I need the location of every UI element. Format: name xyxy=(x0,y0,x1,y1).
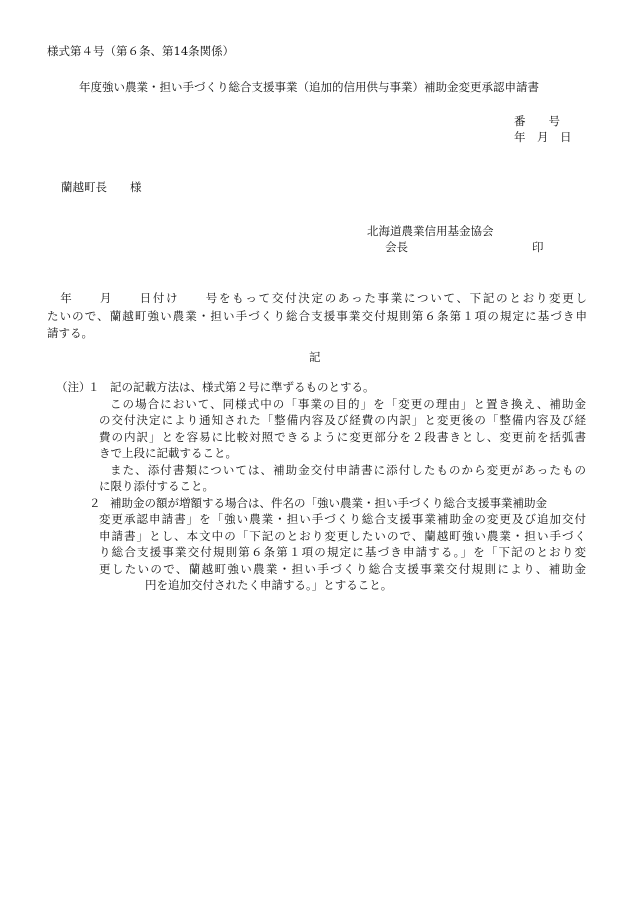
note-line: 変更承認申請書」を「強い農業・担い手づくり総合支援事業補助金の変更及び追加交付 xyxy=(99,512,586,526)
note-line: り総合支援事業交付規則第６条第１項の規定に基づき申請する。」を「下記のとおり変 xyxy=(99,545,586,559)
body-line: たいので、蘭越町強い農業・担い手づくり総合支援事業交付規則第６条第１項の規定に基づき申 xyxy=(47,308,587,323)
note-line: 円を追加交付されたく申請する。」とすること。 xyxy=(99,578,393,592)
applicant-title: 会長 xyxy=(385,240,408,254)
reference-number-label: 番 号 xyxy=(514,114,560,128)
note-line: 補助金の額が増額する場合は、件名の「強い農業・担い手づくり総合支援事業補助金 xyxy=(110,495,547,510)
note-row xyxy=(56,495,586,512)
notes-section xyxy=(56,379,586,594)
note-line: に限り添付すること。 xyxy=(99,479,214,493)
applicant-organization: 北海道農業信用基金協会 xyxy=(367,224,494,238)
date-label: 年 月 日 xyxy=(514,130,572,144)
note-row xyxy=(56,379,586,396)
note-line: 申請書」とし、本文中の「下記のとおり変更したいので、蘭越町強い農業・担い手づく xyxy=(99,528,586,543)
note-line: の交付決定により通知された「整備内容及び経費の内訳」と変更後の「整備内容及び経 xyxy=(99,413,586,427)
note-line: また、添付書類については、補助金交付申請書に添付したものから変更があったもの xyxy=(110,462,586,477)
addressee: 蘭越町長 様 xyxy=(61,180,142,194)
body-paragraph xyxy=(47,290,587,343)
body-line: 年 月 日付け 号をもって交付決定のあった事業について、下記のとおり変更し xyxy=(47,291,587,305)
document-title: 年度強い農業・担い手づくり総合支援事業（追加的信用供与事業）補助金変更承認申請書 xyxy=(79,80,539,94)
note-line: 費の内訳」とを容易に比較対照できるように変更部分を２段書きとし、変更前を括弧書 xyxy=(99,429,586,444)
seal-mark: 印 xyxy=(532,240,544,254)
note-line: 記の記載方法は、様式第２号に準ずるものとする。 xyxy=(110,380,375,394)
ki-heading: 記 xyxy=(309,350,321,364)
note-line: きで上段に記載すること。 xyxy=(99,446,237,460)
form-number: 様式第４号（第６条、第14条関係） xyxy=(47,44,235,58)
note-number-2: ２ xyxy=(89,495,101,510)
note-number-1: １ xyxy=(88,380,100,394)
body-line: 請する。 xyxy=(47,326,93,340)
notes-label: （注） xyxy=(56,380,91,394)
note-line: この場合において、同様式中の「事業の目的」を「変更の理由」と置き換え、補助金 xyxy=(110,396,586,411)
note-line: 更したいので、蘭越町強い農業・担い手づくり総合支援事業交付規則により、補助金 xyxy=(99,561,586,576)
